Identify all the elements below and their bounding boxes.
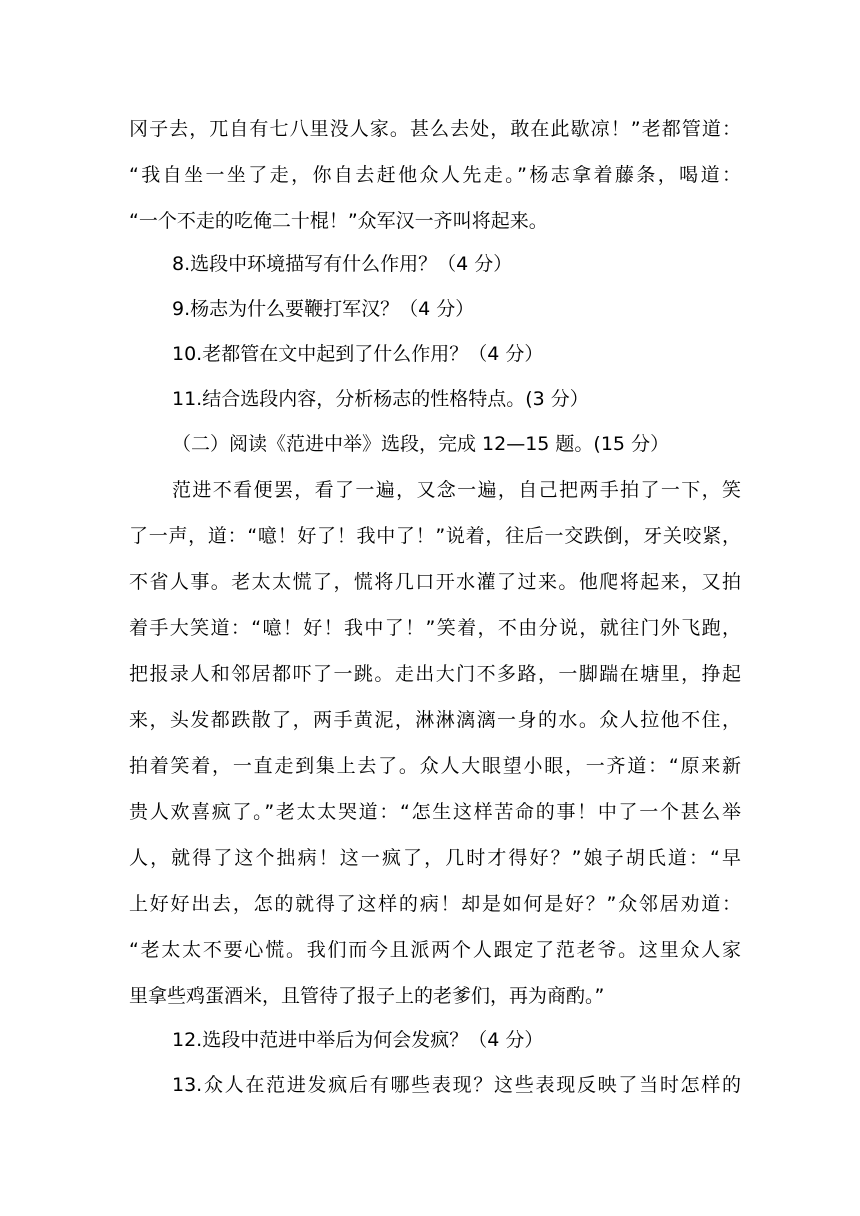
question-12: 12.选段中范进中举后为何会发疯？（4 分） xyxy=(172,1029,544,1051)
passage1-line-1: 冈子去，兀自有七八里没人家。甚么去处，敢在此歇凉！”老都管道： xyxy=(129,118,741,140)
passage2-line-9: 人，就得了这个拙病！这一疯了，几时才得好？”娘子胡氏道：“早 xyxy=(129,847,741,869)
passage2-line-10: 上好好出去，怎的就得了这样的病！却是如何是好？”众邻居劝道： xyxy=(129,893,741,915)
question-10: 10.老都管在文中起到了什么作用？（4 分） xyxy=(172,343,544,365)
question-8: 8.选段中环境描写有什么作用？（4 分） xyxy=(172,253,513,275)
passage2-line-2: 了一声，道：“噫！好了！我中了！”说着，往后一交跌倒，牙关咬紧， xyxy=(129,525,741,547)
passage2-line-1: 范进不看便罢，看了一遍，又念一遍，自己把两手拍了一下，笑 xyxy=(172,479,741,501)
passage2-line-6: 来，头发都跌散了，两手黄泥，淋淋漓漓一身的水。众人拉他不住， xyxy=(129,709,741,731)
passage2-line-5: 把报录人和邻居都吓了一跳。走出大门不多路，一脚踹在塘里，挣起 xyxy=(129,663,741,685)
passage2-line-12: 里拿些鸡蛋酒米，且管待了报子上的老爹们，再为商酌。” xyxy=(129,985,605,1007)
question-11: 11.结合选段内容，分析杨志的性格特点。(3 分） xyxy=(172,388,589,410)
passage2-line-7: 拍着笑着，一直走到集上去了。众人大眼望小眼，一齐道：“原来新 xyxy=(129,755,741,777)
question-9: 9.杨志为什么要鞭打军汉？（4 分） xyxy=(172,298,475,320)
section-2-heading: （二）阅读《范进中举》选段，完成 12—15 题。(15 分） xyxy=(172,433,670,455)
passage2-line-3: 不省人事。老太太慌了，慌将几口开水灌了过来。他爬将起来，又拍 xyxy=(129,571,741,593)
passage2-line-8: 贵人欢喜疯了。”老太太哭道：“怎生这样苦命的事！中了一个甚么举 xyxy=(129,801,741,823)
passage1-line-3: “一个不走的吃俺二十棍！”众军汉一齐叫将起来。 xyxy=(129,210,548,232)
question-13: 13.众人在范进发疯后有哪些表现？这些表现反映了当时怎样的 xyxy=(172,1074,741,1096)
passage1-line-2: “我自坐一坐了走，你自去赶他众人先走。”杨志拿着藤条，喝道： xyxy=(129,164,741,186)
passage2-line-4: 着手大笑道：“噫！好！我中了！”笑着，不由分说，就往门外飞跑， xyxy=(129,617,741,639)
passage2-line-11: “老太太不要心慌。我们而今且派两个人跟定了范老爷。这里众人家 xyxy=(129,939,741,961)
